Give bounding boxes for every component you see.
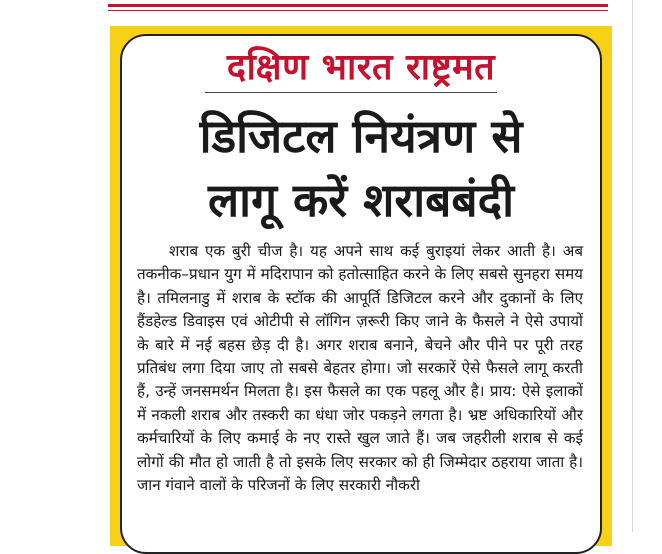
top-double-rule-thin bbox=[108, 10, 608, 11]
headline-line-1: डिजिटल नियंत्रण से bbox=[199, 109, 523, 163]
headline-line-2: लागू करें शराबबंदी bbox=[207, 173, 515, 227]
column-gutter-line bbox=[632, 0, 633, 532]
masthead-underline bbox=[205, 92, 497, 93]
editorial-headline bbox=[120, 104, 602, 232]
editorial-body: शराब एक बुरी चीज है। यह अपने साथ कई बुराइयां लेकर आती है। अब तकनीक–प्रधान युग में मदिरापान को हतोत्साहित करने के लिए सबसे सुनहरा समय है। तमिलनाडु में शराब के स्टॉक की आपूर्ति डिजिटल करने और दुकानों के लिए हैंडहेल्ड डिवाइस एवं ओटीपी से लॉगिन ज़रूरी किए जाने के फैसले ने ऐसे उपायों के बारे में नई बहस छेड़ दी है। अगर शराब बनाने, बेचने और पीने पर पूरी तरह प्रतिबंध लगा दिया जाए तो सबसे बेहतर होगा। जो सरकारें ऐसे फैसले लागू करती हैं, उन्हें जनसमर्थन मिलता है। इस फैसले का एक पहलू और है। प्राय: ऐसे इलाकों में नकली शराब और तस्करी का धंधा जोर पकड़ने लगता है। भ्रष्ट अधिकारियों और कर्मचारियों के लिए कमाई के नए रास्ते खुल जाते हैं। जब जहरीली शराब से कई लोगों की मौत हो जाती है तो इसके लिए सरकार को ही जिम्मेदार ठहराया जाता है। जान गंवाने वालों के परिजनों के लिए सरकारी नौकरी bbox=[137, 242, 583, 495]
top-double-rule-thick bbox=[108, 4, 608, 7]
masthead-title: दक्षिण भारत राष्ट्रमत bbox=[226, 47, 496, 88]
